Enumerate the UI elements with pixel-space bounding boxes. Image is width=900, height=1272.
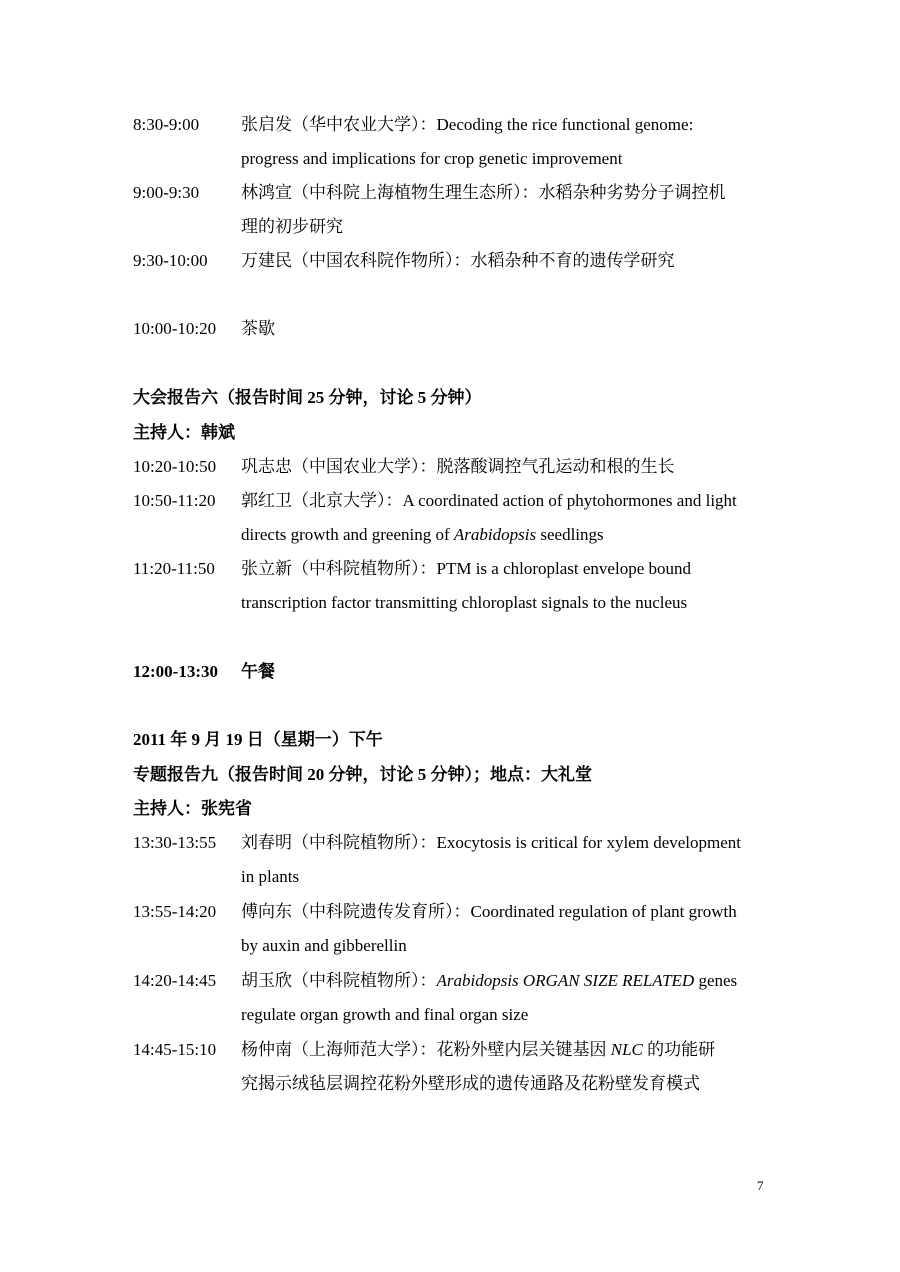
item-line: progress and implications for crop genetic improvement <box>241 149 623 168</box>
line-part: 胡玉欣（中科院植物所）： <box>241 971 437 990</box>
item-line: 巩志忠（中国农业大学）：脱落酸调控气孔运动和根的生长 <box>241 457 675 476</box>
item-line: 张立新（中科院植物所）：PTM is a chloroplast envelope bound <box>241 559 691 578</box>
session-title: 大会报告六（报告时间 25 分钟，讨论 5 分钟） <box>133 388 482 407</box>
item-line <box>241 964 766 998</box>
item-time: 13:30-13:55 <box>133 833 217 852</box>
line-part: directs growth and greening of <box>241 525 454 544</box>
item-time: 9:00-9:30 <box>133 183 200 202</box>
item-time: 10:50-11:20 <box>133 491 216 510</box>
item-line: 郭红卫（北京大学）：A coordinated action of phytohormones and light <box>241 491 737 510</box>
page-number: 7 <box>757 1178 764 1193</box>
lunch-text <box>241 655 766 689</box>
item-text <box>241 484 766 552</box>
gene-name: NLC <box>610 1040 643 1059</box>
item-line: 刘春明（中科院植物所）：Exocytosis is critical for xylem development <box>241 833 742 852</box>
item-time: 10:20-10:50 <box>133 457 217 476</box>
item-line: in plants <box>241 867 300 886</box>
item-text <box>241 176 766 244</box>
item-time: 9:30-10:00 <box>133 251 208 270</box>
item-line <box>241 1033 766 1067</box>
item-text <box>241 964 766 1032</box>
item-line: 傅向东（中科院遗传发育所）：Coordinated regulation of plant growth <box>241 902 737 921</box>
item-text <box>241 108 766 176</box>
lunch-time: 12:00-13:30 <box>133 662 218 681</box>
lunch-label: 午餐 <box>241 662 275 681</box>
item-text <box>241 1033 766 1101</box>
item-time: 14:45-15:10 <box>133 1040 217 1059</box>
item-line: 万建民（中国农科院作物所）：水稻杂种不育的遗传学研究 <box>241 251 675 270</box>
session-title: 专题报告九（报告时间 20 分钟，讨论 5 分钟）；地点：大礼堂 <box>133 765 592 784</box>
item-line <box>241 518 766 552</box>
item-text <box>241 895 766 963</box>
item-text <box>241 450 766 484</box>
item-time: 8:30-9:00 <box>133 115 200 134</box>
tea-time: 10:00-10:20 <box>133 319 217 338</box>
species-name: Arabidopsis <box>453 525 537 544</box>
line-part: genes <box>694 971 738 990</box>
item-line: by auxin and gibberellin <box>241 936 407 955</box>
item-time: 11:20-11:50 <box>133 559 215 578</box>
tea-text <box>241 312 766 346</box>
line-part: 杨仲南（上海师范大学）：花粉外壁内层关键基因 <box>241 1040 611 1059</box>
date-heading: 2011 年 9 月 19 日（星期一）下午 <box>133 730 383 749</box>
item-line: 究揭示绒毡层调控花粉外壁形成的遗传通路及花粉壁发育模式 <box>241 1074 700 1093</box>
item-line: regulate organ growth and final organ size <box>241 1005 529 1024</box>
session-host: 主持人：张宪省 <box>133 799 252 818</box>
line-part: 的功能研 <box>642 1040 716 1059</box>
item-line: transcription factor transmitting chloroplast signals to the nucleus <box>241 593 688 612</box>
item-line: 理的初步研究 <box>241 217 343 236</box>
item-time: 13:55-14:20 <box>133 902 217 921</box>
session-host: 主持人：韩斌 <box>133 423 235 442</box>
item-text <box>241 244 766 278</box>
item-text <box>241 826 766 894</box>
item-time: 14:20-14:45 <box>133 971 217 990</box>
item-text <box>241 552 766 620</box>
gene-name: Arabidopsis ORGAN SIZE RELATED <box>436 971 695 990</box>
tea-label: 茶歇 <box>241 319 275 338</box>
line-part: seedlings <box>536 525 604 544</box>
item-line: 张启发（华中农业大学）：Decoding the rice functional genome: <box>241 115 694 134</box>
item-line: 林鸿宣（中科院上海植物生理生态所）：水稻杂种劣势分子调控机 <box>241 183 726 202</box>
